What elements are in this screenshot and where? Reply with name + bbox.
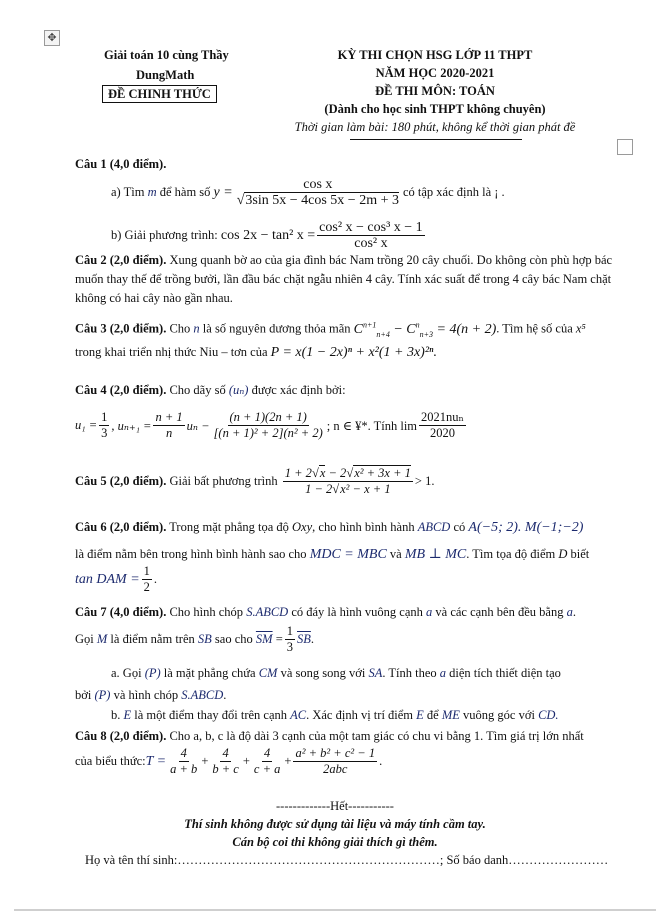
q3-text2: là số nguyên dương thỏa mãn <box>202 321 351 336</box>
q7-pa5: diện tích thiết diện tạo <box>449 666 561 680</box>
q6-tan-num: 1 <box>143 564 150 578</box>
q5-num-sqrt1: x <box>319 466 326 480</box>
q8-f3-den: c + a <box>253 762 281 776</box>
q5-den: 1 − 2√x² − x + 1 <box>305 482 391 496</box>
footer-note-2: Cán bộ coi thi không giải thích gì thêm. <box>232 835 438 849</box>
q7-vec-frac <box>285 624 295 655</box>
q8-line2-text: của biểu thức: <box>75 754 146 768</box>
q5-frac <box>283 466 413 497</box>
q3-text3: . Tìm hệ số của <box>496 321 573 336</box>
q6-text3: có <box>453 520 466 534</box>
q1a-den-wrap: √3sin 5x − 4cos 5x − 2m + 3 <box>236 193 399 208</box>
q6-line3: tan DAM = $\frac{1}{2}$ . <box>75 564 158 594</box>
q6-pointM: . M(−1;−2) <box>517 520 584 535</box>
q7-pa3: và song song với <box>280 666 366 680</box>
end-marker: -------------Hết----------- <box>276 799 394 813</box>
q7-E: E <box>123 708 132 722</box>
q7-vec-den: 3 <box>286 640 293 654</box>
exam-title: KỲ THI CHỌN HSG LỚP 11 THPT <box>337 48 533 62</box>
q6-line2a: là điểm nằm bên trong hình bình hành sao cho <box>75 547 307 561</box>
q5-num-a: 1 + 2 <box>284 466 312 480</box>
q1b-lhs: cos 2x − tan² x = <box>220 227 316 243</box>
q4-lim-den: 2020 <box>429 426 455 440</box>
q1-part-a <box>111 177 505 208</box>
q5-title: Câu 5 (2,0 điểm). <box>75 474 167 488</box>
official-stamp: ĐỀ CHINH THỨC <box>102 85 217 103</box>
q7-line2: Gọi M là điểm nằm trên SB sao cho $\overline{SM}$ = $\frac{1}{3}$ $\overline{SB}$ . <box>75 624 315 654</box>
q7-pb1: b. <box>111 708 121 722</box>
q5-rhs: > 1. <box>414 474 435 488</box>
q8-f1 <box>168 746 199 777</box>
q4-u1-frac <box>99 410 109 441</box>
q8-f2-den: b + c <box>212 762 239 776</box>
q7-SA: SA <box>368 666 383 680</box>
q7-pb5: vuông góc với <box>463 708 535 722</box>
q8-f4-den: 2abc <box>323 762 348 776</box>
q4-text: Cho dãy số <box>169 383 226 397</box>
q1b-den: cos² x <box>354 236 388 251</box>
q1a-num: cos x <box>303 177 333 192</box>
page-bottom-rule <box>14 909 656 911</box>
header-school-line2: DungMath <box>136 68 195 82</box>
q1a-var: m <box>147 185 157 199</box>
q6-pointA: A(−5; 2) <box>468 520 518 535</box>
q3-var-n: n <box>193 321 200 336</box>
q8-f1-den: a + b <box>170 762 198 776</box>
q7-title: Câu 7 (4,0 điểm). <box>75 605 167 619</box>
school-year: NĂM HỌC 2020-2021 <box>375 66 495 80</box>
q4-rec-den: n <box>165 426 173 440</box>
q4-u1-num: 1 <box>101 410 108 424</box>
q4-title: Câu 4 (2,0 điểm). <box>75 383 167 397</box>
q7-E2: E <box>416 708 424 722</box>
q1a-mid: để hàm số <box>159 185 211 199</box>
q8-f4 <box>293 746 377 777</box>
q7-M: M <box>96 632 108 646</box>
q2 <box>75 251 635 308</box>
table-move-handle-icon[interactable]: ✥ <box>44 30 60 46</box>
q7-P: (P) <box>144 666 161 680</box>
q6-tan-den: 2 <box>143 580 150 594</box>
q7-text2: có đáy là hình vuông cạnh <box>291 605 423 619</box>
q4-rec-num: n + 1 <box>155 410 183 424</box>
q7-sabcd2: S.ABCD <box>181 688 224 702</box>
header-underline <box>350 139 522 140</box>
q4-formula <box>75 410 468 441</box>
q5-num-sqrt2: x² + 3x + 1 <box>354 466 411 480</box>
q5-den-sqrt: x² − x + 1 <box>340 482 391 496</box>
q7-pa6: bởi <box>75 688 92 702</box>
q8-title: Câu 8 (2,0 điểm). <box>75 729 167 743</box>
q7-pa7: và hình chóp <box>113 688 179 702</box>
time-limit: Thời gian làm bài: 180 phút, không kể thời gian phát đề <box>294 120 576 134</box>
q3-line2 <box>75 345 437 361</box>
q5-num-b: − 2 <box>325 466 347 480</box>
q1a-fraction <box>235 177 401 208</box>
q7-line2b: là điểm nằm trên <box>110 632 195 646</box>
q2-title: Câu 2 (2,0 điểm). <box>75 253 167 267</box>
q8-f4-num: a² + b² + c² − 1 <box>295 746 376 760</box>
q6-line2 <box>75 546 589 563</box>
q6-tan-frac <box>142 564 152 595</box>
q5-text: Giải bất phương trình <box>169 474 278 488</box>
q1b-prefix: b) Giải phương trình: <box>111 228 218 242</box>
q5-num: 1 + 2√x − 2√x² + 3x + 1 <box>284 466 411 480</box>
q6-title: Câu 6 (2,0 điểm). <box>75 520 167 534</box>
q1-title: Câu 1 (4,0 điểm). <box>75 157 167 171</box>
q7-a3: a <box>439 666 447 680</box>
q8-f1-num: 4 <box>180 746 187 760</box>
header-school-line1: Giải toán 10 cùng Thầy <box>104 48 229 62</box>
q3-formula2: P = x(1 − 2x)ⁿ + x²(1 + 3x)²ⁿ. <box>270 345 437 360</box>
q3-formula1: $C^{n+1}_{n+4} - C^n_{n+3} = 4(n + 2)$ <box>353 320 497 339</box>
q4-seq: (uₙ) <box>228 383 249 397</box>
q1b-fraction <box>317 220 425 251</box>
q2-text: Xung quanh bờ ao của gia đình bác Nam trồng 20 cây chuối. Do không còn phù hợp bác muốn thay thế để trồng bưởi, lần đầu bác chặt ngẫu nhiên 4 cây. Tính xác suất để trong 4 cây bác Nam chặt không có hai cây nào gần nhau. <box>75 253 613 305</box>
q7-sabcd: S.ABCD <box>246 605 289 619</box>
q7-pa4: . Tính theo <box>382 666 437 680</box>
q7-CD: CD. <box>538 708 559 722</box>
q4-u1: u₁ = <box>75 418 98 432</box>
q4-lim-num: 2021nuₙ <box>421 410 464 424</box>
q6-line2b: và <box>389 547 402 561</box>
q7-CM: CM <box>258 666 278 680</box>
q7-part-a-line2: bởi (P) và hình chóp S.ABCD. <box>75 688 227 702</box>
q4-rec: , uₙ₊₁ = <box>111 418 152 433</box>
footer-note-1: Thí sinh không được sử dụng tài liệu và máy tính cầm tay. <box>184 817 486 831</box>
checkbox[interactable] <box>617 139 633 155</box>
q8-text: Cho a, b, c là độ dài 3 cạnh của một tam giác có chu vi bằng 1. Tìm giá trị lớn nhất <box>169 729 584 743</box>
q4-rec-mid: uₙ − <box>186 418 210 433</box>
q5-den-a: 1 − 2 <box>305 482 333 496</box>
q1-part-b <box>111 220 427 251</box>
q6-abcd: ABCD <box>417 520 451 534</box>
q7-vec-SB: $\overline{SB}$ <box>297 632 311 646</box>
q3-title: Câu 3 (2,0 điểm). <box>75 321 167 336</box>
q6-perp: MB ⊥ MC <box>404 547 467 562</box>
q7-vec-SM: $\overline{SM}$ <box>255 632 273 646</box>
q8-line1 <box>75 729 584 744</box>
q7-ME: ME <box>441 708 460 722</box>
q7-part-b <box>111 708 559 723</box>
q3-line1 <box>75 320 586 338</box>
q6-line1 <box>75 520 583 536</box>
q6-text1: Trong mặt phẳng tọa độ <box>169 520 289 534</box>
q4-big-num: (n + 1)(2n + 1) <box>229 410 307 424</box>
q8-f2 <box>210 746 240 777</box>
q8-f2-num: 4 <box>222 746 229 760</box>
q6-tan: tan DAM = <box>75 571 140 587</box>
q3-x5: x⁵ <box>575 321 586 336</box>
q5 <box>75 466 434 497</box>
q3-line2-text: trong khai triển nhị thức Niu – tơn của <box>75 345 268 359</box>
q7-pa2: là mặt phẳng chứa <box>163 666 256 680</box>
q1a-den: 3sin 5x − 4cos 5x − 2m + 3 <box>245 193 399 208</box>
q8-f3-num: 4 <box>264 746 271 760</box>
q7-line2c: sao cho <box>214 632 253 646</box>
subject: ĐỀ THI MÔN: TOÁN <box>375 84 495 98</box>
q7-vec-num: 1 <box>286 624 293 638</box>
q1a-suffix: có tập xác định là ¡ . <box>402 185 505 199</box>
q4-big-frac <box>212 410 325 441</box>
q6-line2c: . Tìm tọa độ điểm <box>466 547 556 561</box>
q7-a2: a <box>566 605 573 619</box>
q4-rec-frac <box>153 410 184 441</box>
q7-pa1: a. Gọi <box>111 666 142 680</box>
q6-line2d: biết <box>570 547 590 561</box>
q1b-num: cos² x − cos³ x − 1 <box>319 220 423 235</box>
q6-angles: MDC = MBC <box>309 547 387 562</box>
q7-line2a: Gọi <box>75 632 94 646</box>
q7-part-a-line1 <box>111 666 561 681</box>
q7-pb3: . Xác định vị trí điểm <box>306 708 414 722</box>
q7-pb4: để <box>426 708 439 722</box>
q4-lim-frac <box>419 410 466 441</box>
q8-line2: của biểu thức: T = $\frac{4}{a + b}$ + $\frac{4}{b + c}$ + $\frac{4}{c + a}$ + $\frac{\text{a² + b² + c² − 1}}{\text{2abc}}$ . <box>75 746 383 776</box>
q7-AC: AC <box>290 708 307 722</box>
q7-a: a <box>426 605 433 619</box>
candidate-info-line: Họ và tên thí sinh:………………………………………………………; Số báo danh…………………… <box>85 853 609 867</box>
q6-text2: , cho hình bình hành <box>312 520 415 534</box>
q8-T: T = <box>145 753 167 769</box>
q7-pb2: là một điểm thay đổi trên cạnh <box>134 708 287 722</box>
q8-f3 <box>252 746 282 777</box>
q7-P2: (P) <box>94 688 111 702</box>
q7-text3: và các cạnh bên đều bằng <box>435 605 564 619</box>
q7-SB: SB <box>197 632 212 646</box>
q1a-y: y = <box>213 184 233 200</box>
q6-pointD: D <box>558 547 568 561</box>
q6-oxy: Oxy <box>292 520 313 534</box>
q4-u1-den: 3 <box>101 426 108 440</box>
q3-text1: Cho <box>169 321 191 336</box>
q4-domain: ; n ∈ ¥*. Tính lim <box>326 418 418 433</box>
q4-big-den: [(n + 1)² + 2](n² + 2) <box>213 426 323 440</box>
q1a-prefix: a) Tìm <box>111 185 145 199</box>
q4-text2: được xác định bởi: <box>251 383 346 397</box>
q4-line1 <box>75 382 346 398</box>
q7-text1: Cho hình chóp <box>169 605 244 619</box>
q7-line1: Câu 7 (4,0 điểm). Cho hình chóp S.ABCD có đáy là hình vuông cạnh a và các cạnh bên đều bằng a. <box>75 605 576 619</box>
audience: (Dành cho học sinh THPT không chuyên) <box>324 102 546 116</box>
